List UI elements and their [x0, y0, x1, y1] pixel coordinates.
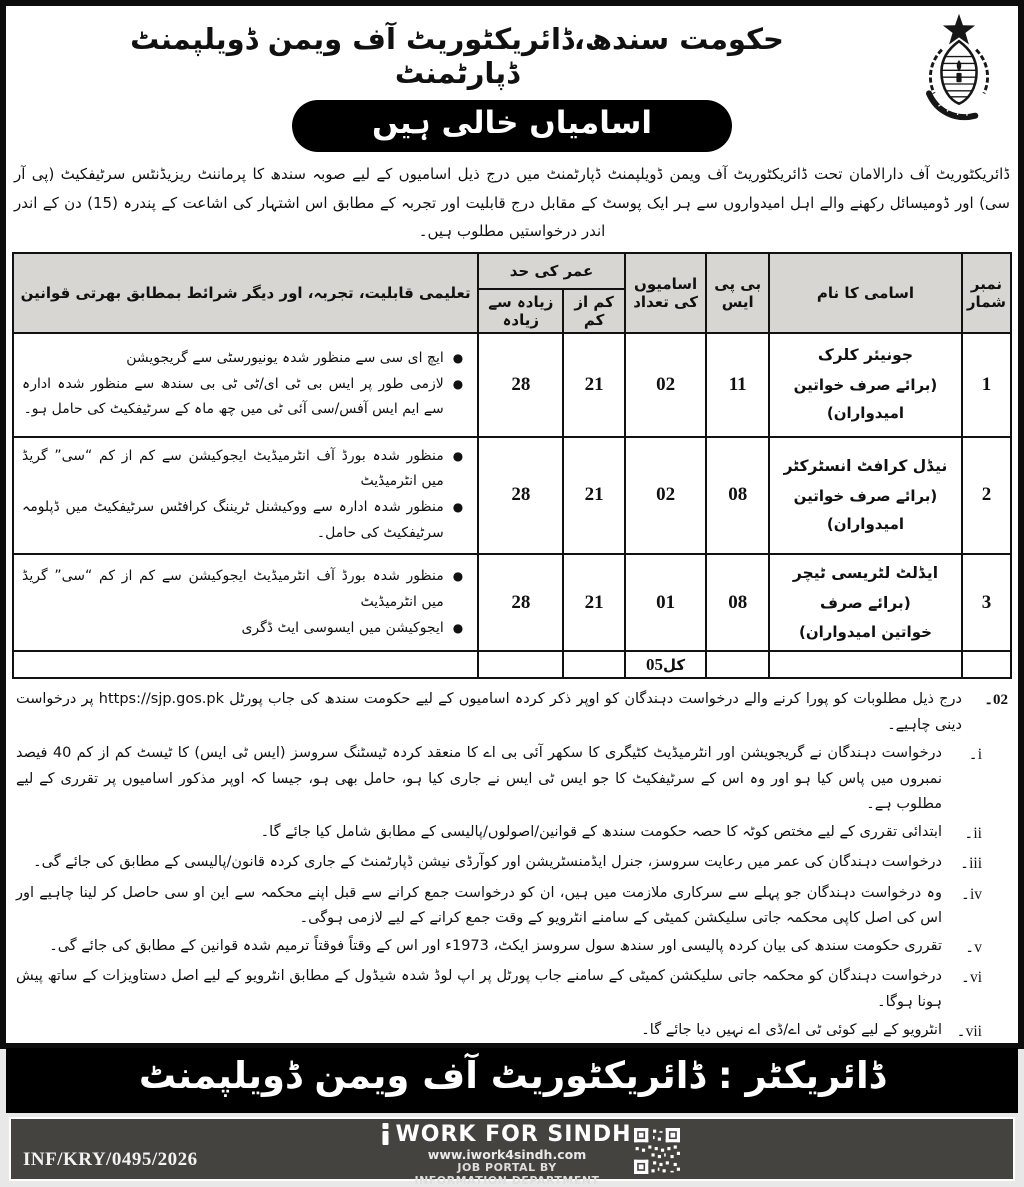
- item-number: vi۔: [960, 969, 982, 987]
- item-number: iii۔: [959, 855, 982, 873]
- qualification-text: ایجوکیشن میں ایسوسی ایٹ ڈگری: [241, 619, 444, 636]
- post-note: خواتین امیدواران): [798, 622, 932, 641]
- qualification-text: ایچ ای سی سے منظور شدہ یونیورسٹی سے گریجویشن: [126, 349, 444, 366]
- note-number: 02۔: [984, 692, 1008, 709]
- list-item: [16, 934, 982, 961]
- qualification-text: منظور شدہ بورڈ آف انٹرمیڈیٹ ایجوکیشن سے کم از کم “سی” گریڈ میں انٹرمیڈیٹ: [22, 567, 444, 610]
- intro-paragraph: ڈائریکٹوریٹ آف دارالامان تحت ڈائریکٹوریٹ آف ویمن ڈویلپمنٹ ڈپارٹمنٹ میں درج ذیل اسامیوں کے لیے صوبہ سندھ کا پرماننٹ ریزیڈنٹس سرٹیفکیٹ (پی آر سی) اور ڈومیسائل رکھنے والے اہل امیدواروں سے ہر ایک پوسٹ کے مقابل درج قابلیت اور تجربہ کے مطابق اس اشتہار کی اشاعت کے پندرہ (15) دن کے اندر اندر درخواستیں مطلوب ہیں۔: [14, 165, 1010, 240]
- conditions-section: [16, 687, 1008, 1048]
- post-name: [769, 333, 962, 437]
- table-row-junior-clerk: [13, 333, 1011, 437]
- bullet-icon: ●: [452, 448, 464, 463]
- post-note: (برائے صرف خواتین امیدواران): [793, 486, 938, 533]
- age-min-value: 21: [563, 554, 624, 651]
- empty-cell: [13, 651, 478, 678]
- vacancies-table: [12, 252, 1012, 680]
- table-row-needle-craft-instructor: [13, 437, 1011, 555]
- qualification-text: لازمی طور پر ایس بی ٹی ای/ٹی ٹی بی سندھ سے منظور شدہ ادارہ سے ایم ایس آفس/سی آئی ٹی میں چھ ماہ کے سرٹیفکیٹ کی حامل ہو۔: [22, 375, 444, 418]
- item-text: درخواست دہندگان کی عمر میں رعایت سروسز، جنرل ایڈمنسٹریشن اور کوآرڈی نیشن ڈپارٹمنٹ کے جاری کردہ قانون/پالیسی کے مطابق کی جائے گی۔: [33, 854, 942, 871]
- table-total-row: [13, 651, 1011, 678]
- bps-value: 11: [706, 333, 769, 437]
- qualification-item: [22, 564, 463, 616]
- qualification-item: [22, 495, 463, 547]
- vacancies-banner: اسامیاں خالی ہیں: [292, 100, 732, 152]
- empty-cell: [478, 651, 563, 678]
- brand-text: WORK FOR SINDH: [395, 1122, 632, 1148]
- qualification-item: [22, 444, 463, 496]
- list-item: [16, 850, 982, 877]
- total-vacancies: [625, 651, 707, 678]
- footer: [9, 1117, 1015, 1187]
- empty-cell: [563, 651, 624, 678]
- serial-number: 3: [962, 554, 1011, 651]
- post-name: [769, 554, 962, 651]
- age-max-value: 28: [478, 333, 563, 437]
- post-title: جونیئر کلرک: [817, 346, 914, 365]
- age-max-value: 28: [478, 437, 563, 555]
- vacancy-count: 02: [625, 333, 707, 437]
- vacancy-count: 02: [625, 437, 707, 555]
- post-name: [769, 437, 962, 555]
- iworkforsindh-i-icon: [382, 1123, 388, 1147]
- vacancy-count: 01: [625, 554, 707, 651]
- table-header: [13, 253, 1011, 333]
- col-serial: نمبر شمار: [962, 253, 1011, 333]
- total-label: کل: [663, 655, 686, 674]
- work-for-sindh-logo: [382, 1122, 631, 1187]
- col-bps: بی پی ایس: [706, 253, 769, 333]
- item-text: ابتدائی تقرری کے لیے مختص کوٹہ کا حصہ حکومت سندھ کے قوانین/اصولوں/پالیسی کے مطابق شامل کیا جائے گا۔: [260, 824, 942, 841]
- age-min-value: 21: [563, 437, 624, 555]
- empty-cell: [962, 651, 1011, 678]
- bullet-icon: ●: [452, 376, 464, 391]
- conditions-list: [16, 741, 1008, 1045]
- portal-website: www.iwork4sindh.com: [427, 1146, 587, 1162]
- empty-cell: [769, 651, 962, 678]
- serial-number: 2: [962, 437, 1011, 555]
- header: [6, 6, 1018, 156]
- list-item: [16, 964, 982, 1015]
- director-banner: ڈائریکٹر : ڈائریکٹوریٹ آف ویمن ڈویلپمنٹ: [6, 1048, 1018, 1113]
- qualification-cell: [13, 333, 478, 437]
- total-value: 05: [646, 654, 664, 674]
- list-item: [16, 1018, 982, 1045]
- age-max-value: 28: [478, 554, 563, 651]
- brand-row: [382, 1122, 631, 1147]
- item-number: vii۔: [956, 1023, 982, 1041]
- col-vacancies: اسامیوں کی تعداد: [625, 253, 707, 333]
- bullet-icon: ●: [452, 568, 464, 583]
- item-text: تقرری حکومت سندھ کی بیان کردہ پالیسی اور سندھ سول سروسز ایکٹ، 1973ء اور اس کے وقتاً فوقتاً ترمیم شدہ قوانین کے مطابق کی جائے گی۔: [49, 938, 942, 955]
- bps-value: 08: [706, 437, 769, 555]
- portal-byline-2: INFORMATION DEPARTMENT: [414, 1173, 600, 1187]
- list-item: [16, 820, 982, 847]
- qualification-text: منظور شدہ بورڈ آف انٹرمیڈیٹ ایجوکیشن سے کم از کم “سی” گریڈ میں انٹرمیڈیٹ: [22, 447, 444, 490]
- note-main: [16, 687, 1008, 738]
- qualification-cell: [13, 437, 478, 555]
- qualification-cell: [13, 554, 478, 651]
- qualification-item: [22, 616, 463, 642]
- qualification-item: [22, 346, 463, 372]
- col-age-min: کم از کم: [563, 289, 624, 333]
- post-title: ایڈلٹ لٹریسی ٹیچر (برائے صرف: [792, 564, 939, 612]
- bullet-icon: ●: [452, 620, 464, 635]
- item-text: درخواست دہندگان کو محکمہ جاتی سلیکشن کمیٹی کے سامنے جاب پورٹل پر اپ لوڈ شدہ شیڈول کے مطابق انٹرویو کے لیے اصل دستاویزات کے ساتھ پیش ہونا ہوگا۔: [16, 968, 942, 1010]
- item-number: ii۔: [964, 825, 982, 843]
- list-item: [16, 881, 982, 932]
- bps-value: 08: [706, 554, 769, 651]
- portal-byline-1: JOB PORTAL BY: [457, 1160, 557, 1174]
- col-post-name: اسامی کا نام: [769, 253, 962, 333]
- table-row-adult-literacy-teacher: [13, 554, 1011, 651]
- item-text: وہ درخواست دہندگان جو پہلے سے سرکاری ملازمت میں ہیں، ان کو درخواست جمع کرانے سے قبل اپنے محکمہ سے این او سی حاصل کر لینا چاہیے اور اس کی اصل کاپی محکمہ جاتی سلیکشن کمیٹی کے سامنے انٹرویو کے وقت جمع کرانے کے لیے لازمی ہوگی۔: [16, 884, 942, 926]
- list-item: [16, 741, 982, 817]
- col-age-limit: عمر کی حد: [478, 253, 625, 289]
- qr-code-icon: [634, 1128, 680, 1174]
- age-min-value: 21: [563, 333, 624, 437]
- bullet-icon: ●: [452, 500, 464, 515]
- col-age-max: زیادہ سے زیادہ: [478, 289, 563, 333]
- empty-cell: [706, 651, 769, 678]
- item-number: i۔: [968, 746, 982, 764]
- note-text: درج ذیل مطلوبات کو پورا کرنے والے درخواست دہندگان کو اوپر ذکر کردہ اسامیوں کے لیے حکومت سندھ کی جاب پورٹل https://sjp.gos.pk پر درخواست دینی چاہیے۔: [16, 691, 962, 733]
- sindh-government-emblem-icon: [916, 12, 1002, 132]
- col-qualification: تعلیمی قابلیت، تجربہ، اور دیگر شرائط بمطابق بھرتی قوانین: [13, 253, 478, 333]
- advertisement-ref-number: INF/KRY/0495/2026: [23, 1149, 198, 1171]
- item-number: iv۔: [960, 885, 982, 903]
- department-title: حکومت سندھ،ڈائریکٹوریٹ آف ویمن ڈویلپمنٹ ڈپارٹمنٹ: [130, 22, 784, 90]
- item-text: درخواست دہندگان نے گریجویشن اور انٹرمیڈیٹ کٹیگری کا سکھر آئی بی اے کا منعقد کردہ ٹیسٹنگ سروسز (ایس ٹی ایس) کا ٹیسٹ کم از کم 40 فیصد نمبروں میں پاس کیا ہو اور وہ اس کے سرٹیفکیٹ کا جو ایس ٹی ایس نے جاری کیا ہو، حامل بھی ہو، جیسا کہ اوپر مذکور اسامیوں پر تقرری کے لیے مطلوب ہے۔: [16, 745, 943, 812]
- item-text: انٹرویو کے لیے کوئی ٹی اے/ڈی اے نہیں دیا جائے گا۔: [641, 1022, 942, 1039]
- post-note: (برائے صرف خواتین امیدواران): [793, 375, 938, 423]
- serial-number: 1: [962, 333, 1011, 437]
- qualification-text: منظور شدہ ادارہ سے ووکیشنل ٹریننگ کرافٹس سرٹیفکیٹ میں ڈپلومہ سرٹیفکیٹ کی حامل۔: [22, 499, 444, 542]
- bullet-icon: ●: [452, 350, 464, 365]
- item-number: v۔: [965, 939, 982, 957]
- post-title: نیڈل کرافٹ انسٹرکٹر: [783, 457, 948, 476]
- qualification-item: [22, 372, 463, 424]
